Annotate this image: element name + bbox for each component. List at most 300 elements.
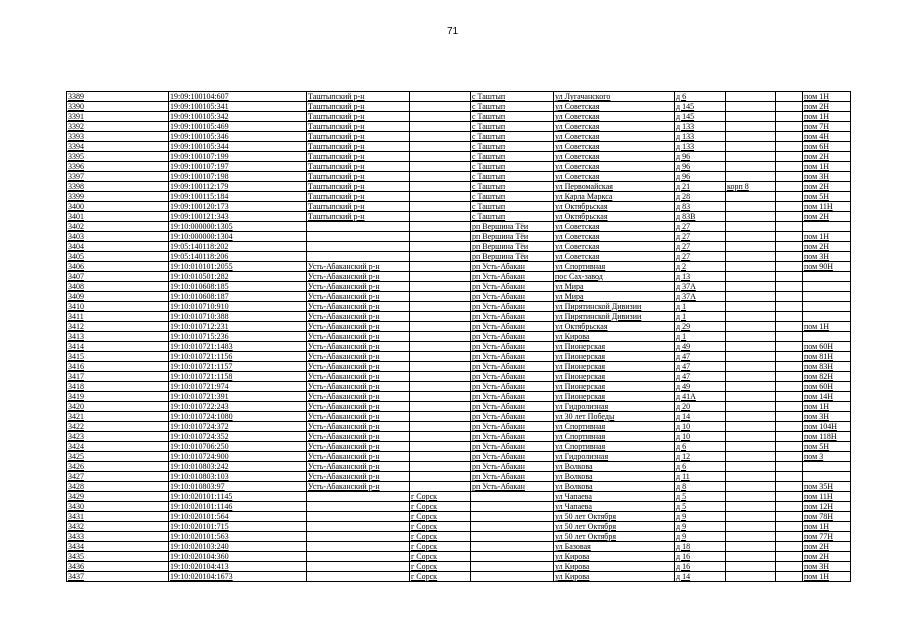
cell-block [776,492,803,502]
cell-city [410,92,471,102]
cell-block [776,222,803,232]
cell-cadastral-number: 19:10:010712:231 [169,322,307,332]
cell-district: Таштыпский р-н [307,182,410,192]
cell-cadastral-number: 19:10:020101:1146 [169,502,307,512]
cell-settlement: рп Усть-Абакан [471,322,554,332]
cell-house: д 133 [675,142,726,152]
cell-row-number: 3423 [67,432,169,442]
cell-building [726,102,776,112]
cell-building [726,242,776,252]
cell-settlement: с Таштып [471,172,554,182]
cell-district: Усть-Абаканский р-н [307,302,410,312]
cell-cadastral-number: 19:10:010724:372 [169,422,307,432]
cell-district: Таштыпский р-н [307,172,410,182]
cell-premises: пом 2Н [803,182,851,192]
cell-street: ул Советская [554,132,675,142]
cell-cadastral-number: 19:09:100105:346 [169,132,307,142]
cell-row-number: 3432 [67,522,169,532]
cell-settlement: рп Усть-Абакан [471,272,554,282]
table-row [67,232,851,242]
table-row [67,92,851,102]
cell-district: Усть-Абаканский р-н [307,362,410,372]
cell-block [776,342,803,352]
cell-city [410,372,471,382]
cell-block [776,382,803,392]
cell-row-number: 3425 [67,452,169,462]
cell-street: ул Спортивная [554,442,675,452]
cell-premises: пом 2Н [803,102,851,112]
cell-building [726,172,776,182]
cell-building [726,142,776,152]
cell-settlement: с Таштып [471,212,554,222]
cell-block [776,182,803,192]
cell-row-number: 3429 [67,492,169,502]
cell-city [410,312,471,322]
cell-block [776,282,803,292]
cell-district [307,512,410,522]
cell-building [726,562,776,572]
cell-row-number: 3411 [67,312,169,322]
cell-city [410,442,471,452]
cell-premises: пом 104Н [803,422,851,432]
cell-cadastral-number: 19:09:100121:343 [169,212,307,222]
cell-building [726,432,776,442]
cell-building [726,422,776,432]
cell-house: д 96 [675,152,726,162]
cell-street: ул Первомайская [554,182,675,192]
cell-cadastral-number: 19:10:010721:1157 [169,362,307,372]
cell-building [726,402,776,412]
cell-block [776,412,803,422]
cell-block [776,352,803,362]
cell-premises: пом 5Н [803,192,851,202]
cell-city [410,302,471,312]
cell-district: Усть-Абаканский р-н [307,472,410,482]
cell-building [726,452,776,462]
cell-cadastral-number: 19:10:020101:715 [169,522,307,532]
cell-house: д 37А [675,292,726,302]
cell-row-number: 3431 [67,512,169,522]
cell-district: Усть-Абаканский р-н [307,482,410,492]
cell-district: Усть-Абаканский р-н [307,382,410,392]
cell-district: Таштыпский р-н [307,162,410,172]
cell-settlement: рп Усть-Абакан [471,312,554,322]
cell-premises: пом 3Н [803,252,851,262]
cell-cadastral-number: 19:09:100115:184 [169,192,307,202]
cell-block [776,562,803,572]
cell-block [776,232,803,242]
cell-settlement: с Таштып [471,142,554,152]
cell-row-number: 3399 [67,192,169,202]
cell-premises: пом 3 [803,452,851,462]
cell-settlement: рп Усть-Абакан [471,462,554,472]
table-row [67,242,851,252]
cell-row-number: 3427 [67,472,169,482]
cell-premises: пом 118Н [803,432,851,442]
page-number: 71 [446,26,459,37]
cell-city [410,222,471,232]
cell-premises: пом 2Н [803,552,851,562]
cell-city [410,232,471,242]
cell-settlement: рп Усть-Абакан [471,392,554,402]
table-row [67,382,851,392]
cell-cadastral-number: 19:10:010706:250 [169,442,307,452]
cell-premises: пом 1Н [803,522,851,532]
cell-settlement: с Таштып [471,92,554,102]
cell-house: д 8 [675,482,726,492]
cell-settlement: рп Усть-Абакан [471,292,554,302]
cell-house: д 83 [675,202,726,212]
cell-street: ул 30 лет Победы [554,412,675,422]
cell-city [410,332,471,342]
cell-cadastral-number: 19:10:010608:185 [169,282,307,292]
cell-street: ул Кирова [554,552,675,562]
cell-row-number: 3416 [67,362,169,372]
cell-district: Усть-Абаканский р-н [307,422,410,432]
cell-premises: пом 2Н [803,242,851,252]
cell-building [726,382,776,392]
table-row [67,462,851,472]
cell-premises: пом 3Н [803,562,851,572]
cell-street: ул Советская [554,172,675,182]
cell-house: д 13 [675,272,726,282]
cell-premises: пом 2Н [803,542,851,552]
table-row [67,102,851,112]
cell-cadastral-number: 19:10:020101:564 [169,512,307,522]
cell-settlement: рп Усть-Абакан [471,282,554,292]
cell-city [410,242,471,252]
cell-building [726,192,776,202]
cell-premises: пом 1Н [803,322,851,332]
cell-building [726,272,776,282]
cell-district: Таштыпский р-н [307,112,410,122]
cell-building [726,132,776,142]
cell-street: ул Кирова [554,332,675,342]
cell-district: Усть-Абаканский р-н [307,322,410,332]
cell-cadastral-number: 19:10:010721:974 [169,382,307,392]
cell-block [776,432,803,442]
cell-district: Усть-Абаканский р-н [307,462,410,472]
cell-cadastral-number: 19:10:020104:1673 [169,572,307,582]
cell-cadastral-number: 19:05:140118:206 [169,252,307,262]
cell-cadastral-number: 19:10:010803:97 [169,482,307,492]
cell-row-number: 3437 [67,572,169,582]
cell-building [726,262,776,272]
cell-cadastral-number: 19:10:020101:563 [169,532,307,542]
cell-city: г Сорск [410,542,471,552]
cell-block [776,472,803,482]
cell-premises [803,292,851,302]
cell-settlement: с Таштып [471,162,554,172]
cell-street: ул Советская [554,142,675,152]
cell-city [410,252,471,262]
cell-district: Усть-Абаканский р-н [307,272,410,282]
cell-premises [803,312,851,322]
table-row [67,422,851,432]
cell-house: д 14 [675,572,726,582]
cell-street: ул Пионерская [554,392,675,402]
cell-street: ул Чапаева [554,492,675,502]
cell-block [776,142,803,152]
cell-settlement [471,492,554,502]
cell-district: Таштыпский р-н [307,212,410,222]
cell-street: ул Спортивная [554,422,675,432]
cell-row-number: 3404 [67,242,169,252]
table-row [67,492,851,502]
cell-building [726,292,776,302]
cell-district [307,222,410,232]
cell-row-number: 3403 [67,232,169,242]
cell-building [726,92,776,102]
cell-settlement [471,532,554,542]
cell-street: ул Советская [554,222,675,232]
cell-row-number: 3426 [67,462,169,472]
cell-city [410,142,471,152]
cell-house: д 37А [675,282,726,292]
cell-building [726,232,776,242]
cell-premises [803,222,851,232]
property-registry-table [66,91,851,582]
cell-settlement [471,572,554,582]
cell-settlement: рп Усть-Абакан [471,412,554,422]
cell-city [410,472,471,482]
cell-house: д 20 [675,402,726,412]
cell-row-number: 3394 [67,142,169,152]
cell-premises: пом 12Н [803,502,851,512]
table-row [67,172,851,182]
table-row [67,512,851,522]
cell-settlement: рп Усть-Абакан [471,442,554,452]
cell-house: д 133 [675,132,726,142]
cell-city [410,362,471,372]
cell-city: г Сорск [410,552,471,562]
cell-settlement: с Таштып [471,192,554,202]
cell-building [726,352,776,362]
cell-cadastral-number: 19:10:010721:1483 [169,342,307,352]
table-row [67,392,851,402]
cell-building [726,542,776,552]
cell-cadastral-number: 19:10:010721:1156 [169,352,307,362]
cell-district: Таштыпский р-н [307,142,410,152]
cell-building [726,492,776,502]
cell-settlement [471,552,554,562]
cell-premises: пом 1Н [803,232,851,242]
cell-building [726,472,776,482]
cell-row-number: 3392 [67,122,169,132]
table-row [67,262,851,272]
cell-district: Усть-Абаканский р-н [307,392,410,402]
cell-house: д 27 [675,252,726,262]
cell-cadastral-number: 19:10:020104:360 [169,552,307,562]
cell-street: ул Лугачанского [554,92,675,102]
cell-district: Усть-Абаканский р-н [307,402,410,412]
cell-district: Усть-Абаканский р-н [307,452,410,462]
cell-street: ул Октябрьская [554,322,675,332]
cell-building [726,392,776,402]
cell-cadastral-number: 19:10:020103:240 [169,542,307,552]
cell-building [726,532,776,542]
cell-premises [803,302,851,312]
cell-house: д 83В [675,212,726,222]
cell-district: Таштыпский р-н [307,122,410,132]
table-row [67,192,851,202]
cell-building [726,212,776,222]
cell-row-number: 3397 [67,172,169,182]
cell-premises: пом 2Н [803,152,851,162]
cell-settlement: рп Усть-Абакан [471,362,554,372]
cell-premises: пом 3Н [803,412,851,422]
cell-street: ул Пирятинской Дивизии [554,312,675,322]
cell-settlement: рп Усть-Абакан [471,472,554,482]
cell-street: ул Советская [554,232,675,242]
cell-house: д 2 [675,262,726,272]
cell-house: д 5 [675,492,726,502]
cell-street: ул Мира [554,292,675,302]
cell-street: ул 50 лет Октября [554,512,675,522]
cell-city: г Сорск [410,492,471,502]
table-row [67,552,851,562]
cell-premises: пом 11Н [803,202,851,212]
cell-row-number: 3391 [67,112,169,122]
table-row [67,162,851,172]
cell-house: д 47 [675,362,726,372]
cell-premises: пом 1Н [803,92,851,102]
cell-street: ул Советская [554,152,675,162]
cell-city [410,352,471,362]
cell-block [776,572,803,582]
cell-block [776,112,803,122]
cell-block [776,442,803,452]
cell-city [410,482,471,492]
cell-row-number: 3430 [67,502,169,512]
cell-street: ул Советская [554,122,675,132]
cell-block [776,532,803,542]
cell-district: Усть-Абаканский р-н [307,372,410,382]
cell-block [776,422,803,432]
cell-row-number: 3422 [67,422,169,432]
cell-street: ул Пионерская [554,372,675,382]
cell-district [307,232,410,242]
table-row [67,302,851,312]
table-row [67,222,851,232]
cell-settlement: рп Усть-Абакан [471,432,554,442]
table-row [67,572,851,582]
cell-district: Усть-Абаканский р-н [307,412,410,422]
cell-cadastral-number: 19:09:100107:198 [169,172,307,182]
cell-premises: пом 1Н [803,402,851,412]
cell-block [776,512,803,522]
cell-row-number: 3418 [67,382,169,392]
cell-cadastral-number: 19:10:000000:1305 [169,222,307,232]
cell-building [726,332,776,342]
cell-city [410,462,471,472]
cell-house: д 133 [675,122,726,132]
cell-district: Усть-Абаканский р-н [307,332,410,342]
cell-house: д 6 [675,462,726,472]
cell-building [726,482,776,492]
cell-building [726,162,776,172]
cell-settlement: рп Усть-Абакан [471,402,554,412]
cell-house: д 14 [675,412,726,422]
cell-cadastral-number: 19:10:020104:413 [169,562,307,572]
cell-premises: пом 14Н [803,392,851,402]
cell-cadastral-number: 19:05:140118:202 [169,242,307,252]
cell-house: д 47 [675,372,726,382]
cell-row-number: 3408 [67,282,169,292]
cell-building [726,222,776,232]
cell-city [410,272,471,282]
cell-cadastral-number: 19:10:010724:1080 [169,412,307,422]
cell-city [410,162,471,172]
table-row [67,122,851,132]
table-row [67,412,851,422]
cell-street: ул Карла Маркса [554,192,675,202]
cell-premises: пом 90Н [803,262,851,272]
table-row [67,332,851,342]
table-row [67,352,851,362]
cell-premises [803,472,851,482]
cell-street: ул Кирова [554,562,675,572]
cell-settlement: с Таштып [471,182,554,192]
cell-district: Усть-Абаканский р-н [307,262,410,272]
table-row [67,402,851,412]
cell-block [776,522,803,532]
cell-house: д 27 [675,242,726,252]
cell-row-number: 3396 [67,162,169,172]
cell-cadastral-number: 19:09:100105:344 [169,142,307,152]
cell-city [410,172,471,182]
cell-settlement: рп Усть-Абакан [471,352,554,362]
cell-street: ул Гидролизная [554,402,675,412]
cell-house: д 18 [675,542,726,552]
cell-building [726,372,776,382]
cell-premises: пом 60Н [803,342,851,352]
cell-cadastral-number: 19:09:100104:607 [169,92,307,102]
table-row [67,272,851,282]
cell-settlement: рп Усть-Абакан [471,422,554,432]
cell-city [410,412,471,422]
cell-house: д 1 [675,332,726,342]
cell-settlement: рп Усть-Абакан [471,332,554,342]
table-row [67,342,851,352]
table-row [67,442,851,452]
cell-settlement [471,502,554,512]
cell-block [776,272,803,282]
cell-settlement: с Таштып [471,112,554,122]
cell-house: д 145 [675,102,726,112]
cell-street: ул Спортивная [554,432,675,442]
cell-district [307,572,410,582]
cell-building [726,312,776,322]
cell-block [776,212,803,222]
table-row [67,562,851,572]
table-row [67,472,851,482]
cell-row-number: 3393 [67,132,169,142]
cell-settlement: с Таштып [471,102,554,112]
cell-row-number: 3402 [67,222,169,232]
cell-district [307,492,410,502]
cell-premises: пом 5Н [803,442,851,452]
cell-city [410,262,471,272]
cell-premises: пом 3Н [803,172,851,182]
cell-street: ул Советская [554,112,675,122]
cell-cadastral-number: 19:10:010724:352 [169,432,307,442]
cell-street: ул 50 лет Октября [554,532,675,542]
cell-settlement: рп Вершина Тёи [471,252,554,262]
cell-block [776,242,803,252]
cell-street: ул Чапаева [554,502,675,512]
cell-block [776,92,803,102]
